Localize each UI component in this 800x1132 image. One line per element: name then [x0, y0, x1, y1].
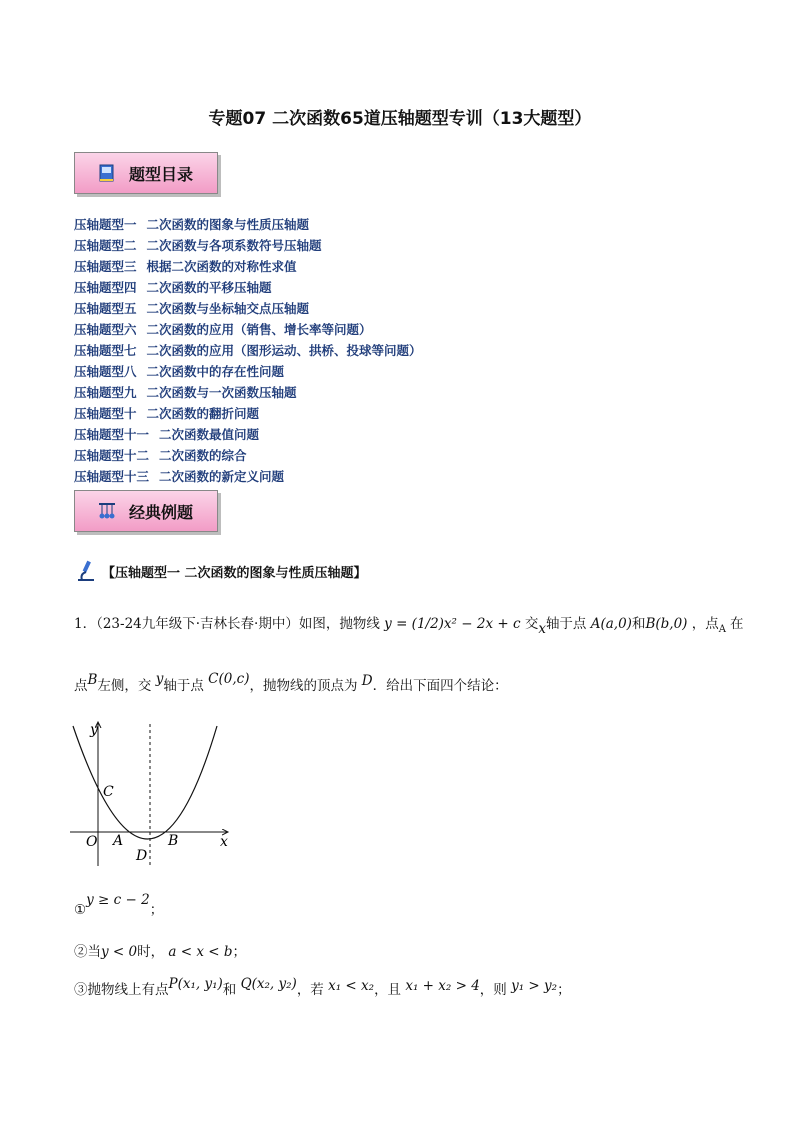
- conclusion-1: ①y ≥ c − 2；: [74, 892, 164, 918]
- book-icon: [97, 163, 117, 183]
- toc-item[interactable]: 压轴题型二 二次函数与各项系数符号压轴题: [74, 238, 322, 253]
- parabola-figure: [70, 716, 240, 876]
- toc-item[interactable]: 压轴题型三 根据二次函数的对称性求值: [74, 259, 297, 274]
- toc-item[interactable]: 压轴题型十二 二次函数的综合: [74, 448, 247, 463]
- toc-item[interactable]: 压轴题型十一 二次函数最值问题: [74, 427, 260, 442]
- toc-tag-label: 题型目录: [129, 164, 194, 184]
- microscope-icon: [74, 560, 98, 582]
- toc-item[interactable]: 压轴题型一 二次函数的图象与性质压轴题: [74, 217, 310, 232]
- toc-item[interactable]: 压轴题型九 二次函数与一次函数压轴题: [74, 385, 297, 400]
- label-C: C: [103, 784, 114, 800]
- pendulum-icon: [97, 501, 117, 521]
- label-x: x: [220, 834, 228, 850]
- conclusion-3: ③抛物线上有点P(x₁, y₁)和 Q(x₂, y₂)，若 x₁ < x₂，且 x₁ + x₂ > 4，则 y₁ > y₂；: [74, 976, 571, 998]
- label-B: B: [168, 833, 179, 849]
- page-title: 专题07 二次函数65道压轴题型专训（13大题型）: [208, 109, 592, 129]
- label-D: D: [136, 848, 148, 864]
- toc-item[interactable]: 压轴题型八 二次函数中的存在性问题: [74, 364, 285, 379]
- examples-tag-label: 经典例题: [129, 502, 194, 522]
- toc-item[interactable]: 压轴题型四 二次函数的平移压轴题: [74, 280, 272, 295]
- toc-list: [74, 214, 422, 487]
- toc-item[interactable]: 压轴题型十 二次函数的翻折问题: [74, 406, 260, 421]
- conclusion-2: ②当y < 0时， a < x < b；: [74, 944, 247, 960]
- label-O: O: [86, 834, 98, 850]
- label-y: y: [90, 722, 98, 738]
- parabola-curve: [73, 726, 217, 839]
- toc-item[interactable]: 压轴题型六 二次函数的应用（销售、增长率等问题）: [74, 322, 372, 337]
- examples-tag: [74, 490, 218, 532]
- parabola-equation: y = (1/2)x² − 2x + c: [384, 616, 521, 632]
- problem-line-1: 1．（23-24九年级下·吉林长春·期中）如图，抛物线 y = (1/2)x² − 2x + c 交x轴于点 A(a,0)和B(b,0) ，点$_A$ 在: [74, 616, 744, 637]
- toc-item[interactable]: 压轴题型五 二次函数与坐标轴交点压轴题: [74, 301, 310, 316]
- toc-tag: [74, 152, 218, 194]
- toc-item[interactable]: 压轴题型十三 二次函数的新定义问题: [74, 469, 285, 484]
- toc-item[interactable]: 压轴题型七 二次函数的应用（图形运动、拱桥、投球等问题）: [74, 343, 422, 358]
- problem-line-2: 点B左侧，交 y轴于点 C(0,c)，抛物线的顶点为 D．给出下面四个结论：: [74, 671, 508, 694]
- label-A: A: [113, 833, 124, 849]
- section-heading: 【压轴题型一 二次函数的图象与性质压轴题】: [74, 560, 367, 582]
